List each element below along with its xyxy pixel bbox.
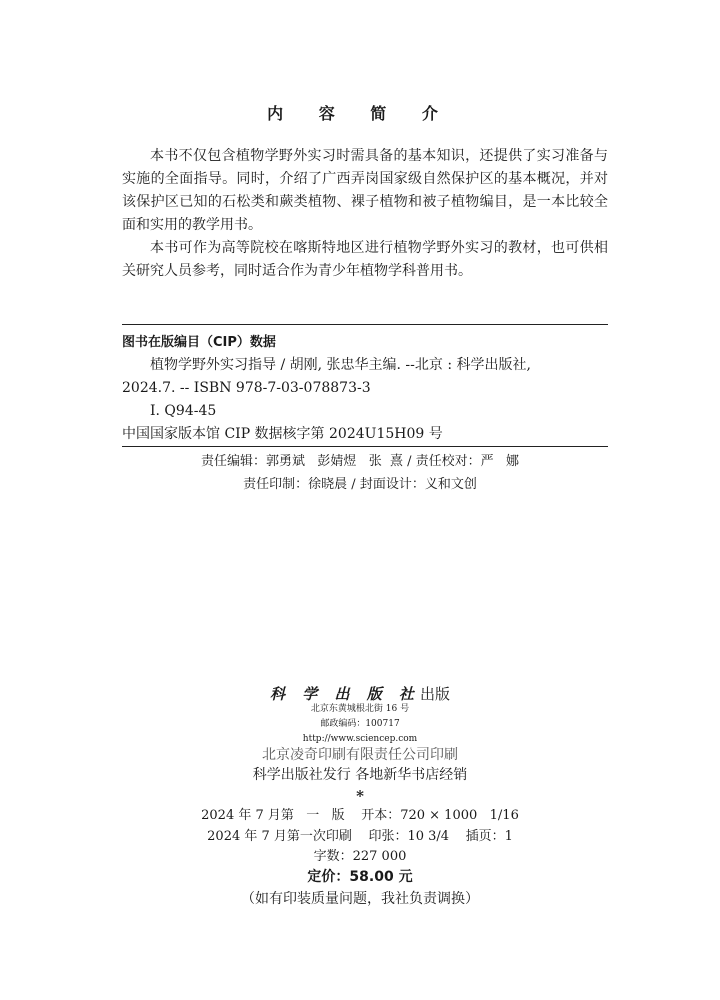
publisher-postcode: 邮政编码：100717 <box>320 719 400 729</box>
editor-credits-line-2: 责任印制：徐晓晨 / 封面设计：义和文创 <box>243 477 477 492</box>
edition-line-1: 2024 年 7 月第 一 版 开本：720 × 1000 1/16 <box>201 808 519 823</box>
publisher-suffix: 出版 <box>419 685 450 703</box>
publisher-address: 北京东黄城根北街 16 号 <box>310 704 410 714</box>
editor-credits <box>0 450 720 496</box>
cip-line-4: 中国国家版本馆 CIP 数据核字第 2024U15H09 号 <box>122 426 443 442</box>
publisher-url: http://www.sciencep.com <box>302 734 418 744</box>
cip-line-1: 植物学野外实习指导 / 胡刚, 张忠华主编. --北京 : 科学出版社, <box>150 357 531 373</box>
printer-line: 北京凌奇印刷有限责任公司印刷 <box>262 747 458 763</box>
cip-heading: 图书在版编目（CIP）数据 <box>122 335 276 350</box>
separator-star: * <box>356 787 364 805</box>
cip-top-rule <box>122 324 608 325</box>
cip-bottom-rule <box>122 446 608 447</box>
page-title: 内 容 简 介 <box>267 104 453 123</box>
publisher-name: 科 学 出 版 社 <box>270 685 420 703</box>
summary-paragraph-2: 本书可作为高等院校在喀斯特地区进行植物学野外实习的教材，也可供相关研究人员参考，同时适合作为青少年植物学科普用书。 <box>122 240 608 279</box>
cip-block <box>122 331 608 446</box>
quality-notice: （如有印装质量问题，我社负责调换） <box>241 891 479 907</box>
cip-line-3: Ⅰ. Q94-45 <box>150 403 217 419</box>
summary-paragraph-1: 本书不仅包含植物学野外实习时需具备的基本知识，还提供了实习准备与实施的全面指导。同时，介绍了广西弄岗国家级自然保护区的基本概况，并对该保护区已知的石松类和蕨类植物、裸子植物和被子植物编目，是一本比较全面和实用的教学用书。 <box>122 148 608 233</box>
distribution-line: 科学出版社发行 各地新华书店经销 <box>252 767 468 783</box>
price: 定价：58.00 元 <box>307 869 413 885</box>
cip-line-2: 2024.7. -- ISBN 978-7-03-078873-3 <box>122 380 371 396</box>
editor-credits-line-1: 责任编辑：郭勇斌 彭婧煜 张 熹 / 责任校对：严 娜 <box>200 454 520 469</box>
word-count: 字数：227 000 <box>313 849 407 864</box>
edition-line-2: 2024 年 7 月第一次印刷 印张：10 3/4 插页：1 <box>207 829 513 844</box>
publisher-line <box>0 683 720 704</box>
